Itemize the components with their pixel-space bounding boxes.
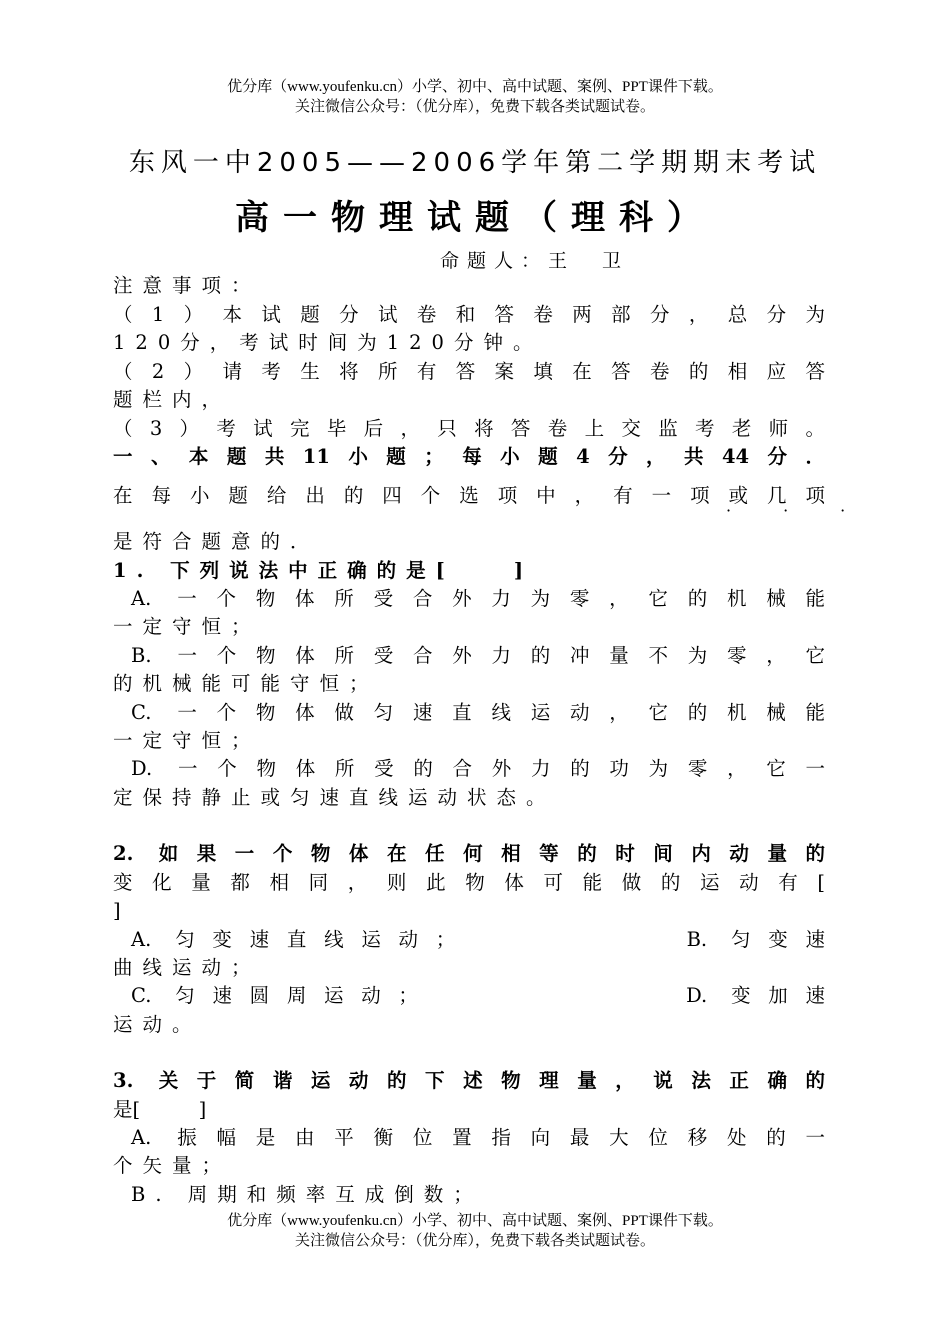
header-line-1: 优分库（www.youfenku.cn）小学、初中、高中试题、案例、PPT课件下载。 [227, 79, 723, 95]
footer-line-1: 优分库（www.youfenku.cn）小学、初中、高中试题、案例、PPT课件下载。 [227, 1213, 723, 1229]
footer-line-2: 关注微信公众号：（优分库），免费下载各类试题试卷。 [294, 1233, 655, 1249]
q2-stem-line1: 2. 如果一个物体在任何相等的时间内动量的 [113, 842, 825, 865]
q1-stem: 1. 下列说法中正确的是[ ] [113, 559, 534, 582]
q1-option-c-line1: C. 一个物体做匀速直线运动，它的机械能 [131, 701, 825, 724]
q2-option-ab-line1: A. 匀变速直线运动； B. 匀变速 [131, 928, 825, 951]
q1-option-c-line2: 一定守恒； [113, 729, 261, 752]
section1-line1: 一、本题共11小题；每小题4分，共44分． [113, 445, 825, 468]
notice-heading: 注意事项： [113, 274, 261, 297]
exam-title: 东风一中2005——2006学年第二学期期末考试 [128, 148, 822, 178]
q2-option-cd-line1: C. 匀速圆周运动； D. 变加速 [131, 984, 825, 1007]
notice-item-3: （3）考试完毕后，只将答卷上交监考老师。 [113, 417, 825, 440]
q2-stem-line3: ] [113, 899, 121, 922]
header-line-2: 关注微信公众号：（优分库），免费下载各类试题试卷。 [294, 99, 655, 115]
q1-option-b-line2: 的机械能可能守恒； [113, 672, 379, 695]
notice-item-1a: （1）本试题分试卷和答卷两部分，总分为 [113, 303, 825, 326]
q3-option-a-line2: 个矢量； [113, 1154, 232, 1177]
q3-option-a-line1: A. 振幅是由平衡位置指向最大位移处的一 [131, 1126, 825, 1149]
notice-item-1b: 120分，考试时间为120分钟。 [113, 331, 543, 354]
q2-option-cd-line2: 运动。 [113, 1013, 202, 1036]
q1-option-d-line1: D. 一个物体所受的合外力的功为零，它一 [131, 757, 825, 780]
q1-option-a-line2: 一定守恒； [113, 615, 261, 638]
author-line: 命题人：王 卫 [440, 250, 630, 272]
q1-option-a-line1: A. 一个物体所受合外力为零，它的机械能 [131, 587, 825, 610]
section1-line3: 是符合题意的． [113, 530, 320, 553]
q1-option-b-line1: B. 一个物体所受合外力的冲量不为零，它 [131, 644, 825, 667]
q2-stem-line2: 变化量都相同，则此物体可能做的运动有[ [113, 871, 825, 894]
q2-option-ab-line2: 曲线运动； [113, 956, 261, 979]
q3-option-b-line1: B. 周期和频率互成倒数； [131, 1183, 483, 1206]
q3-stem-line1: 3. 关于简谐运动的下述物理量，说法正确的 [113, 1069, 825, 1092]
emphasis-dots: · · · [726, 501, 864, 520]
q1-option-d-line2: 定保持静止或匀速直线运动状态。 [113, 786, 556, 809]
notice-item-2a: （2）请考生将所有答案填在答卷的相应答 [113, 360, 825, 383]
q3-stem-line2: 是[ ] [113, 1098, 207, 1121]
exam-subtitle: 高一物理试题（理科） [235, 198, 715, 238]
section1-line2: 在每小题给出的四个选项中，有一项或几项 [113, 484, 825, 507]
notice-item-2b: 题栏内， [113, 388, 232, 411]
